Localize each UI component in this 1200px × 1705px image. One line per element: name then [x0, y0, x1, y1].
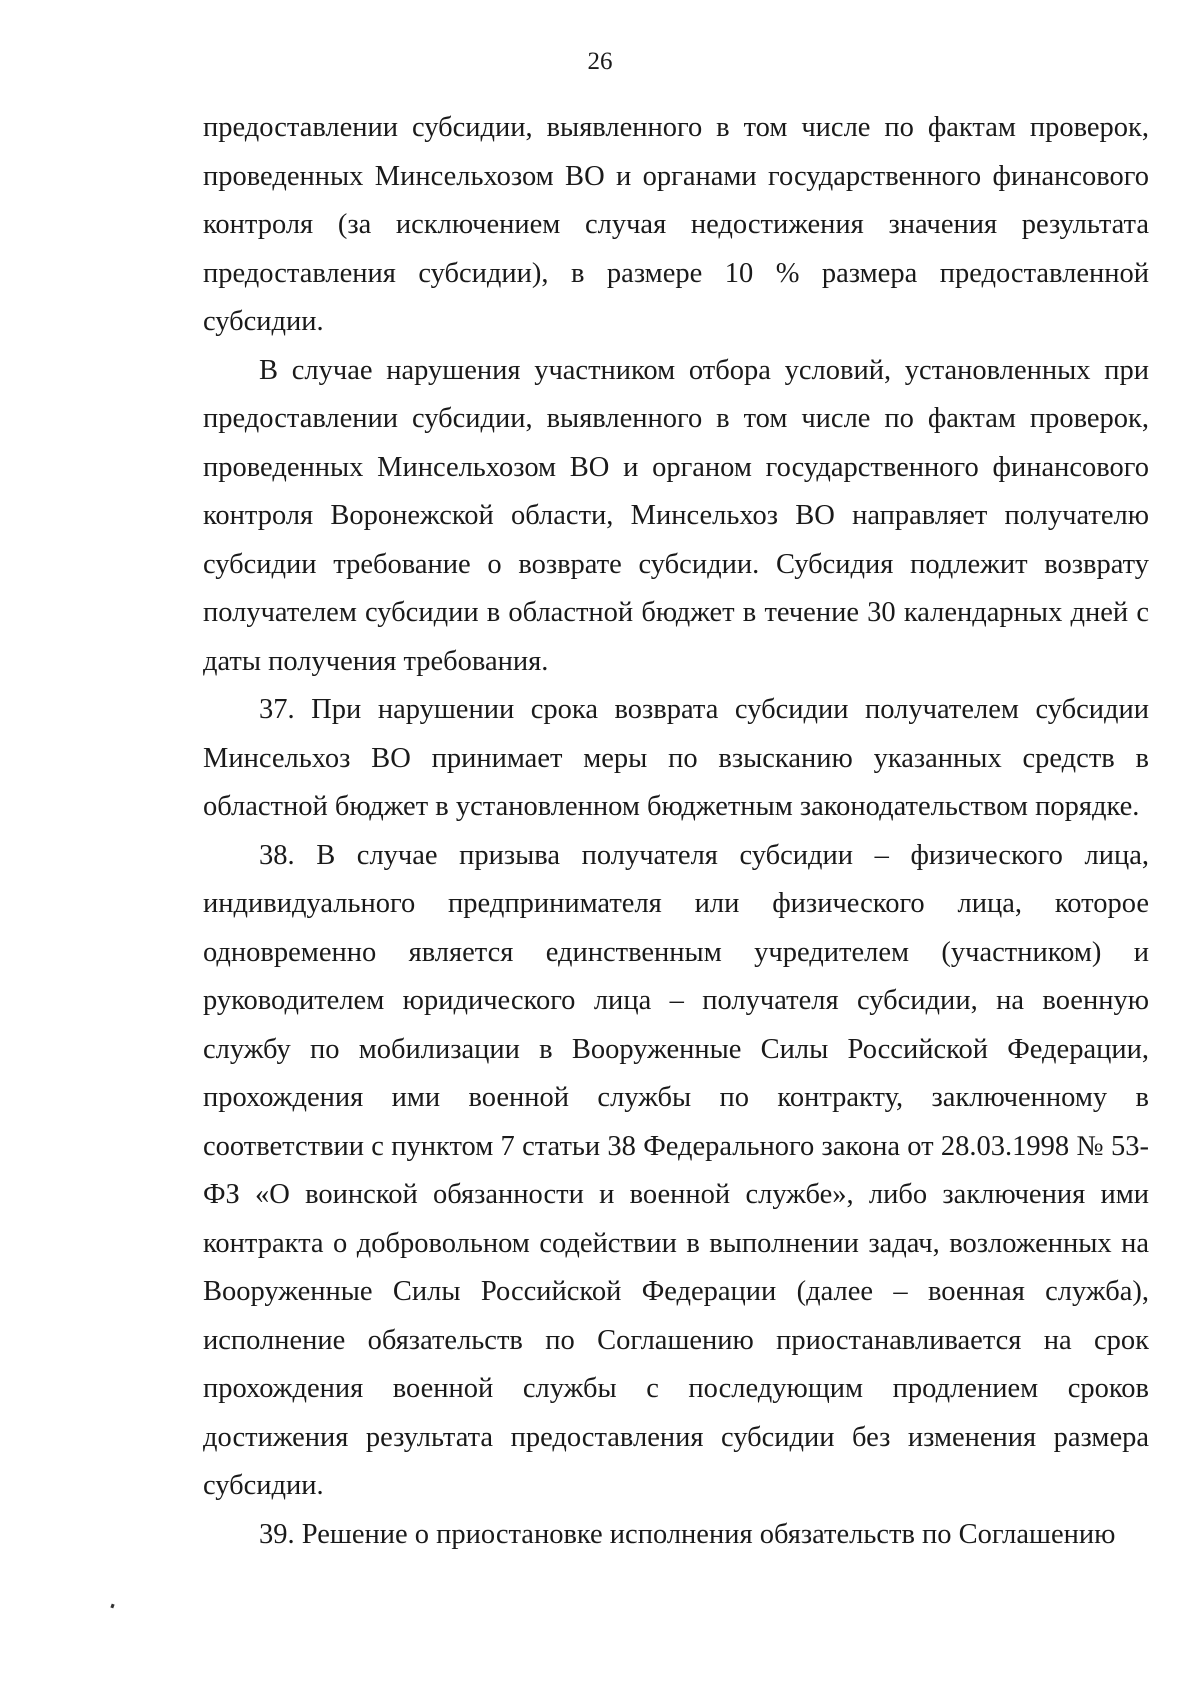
paragraph-39: 39. Решение о приостановке исполнения обязательств по Соглашению [259, 1518, 1116, 1550]
paragraph-continuation: предоставлении субсидии, выявленного в том числе по фактам проверок, проведенных Минсельхозом ВО и органами государственного финансового контроля (за исключением случая недостижения значения результата предоставления субсидии), в размере 10 % размера предоставленной субсидии. [203, 112, 1149, 337]
page-number: 26 [587, 48, 613, 75]
paragraph-violation-return: В случае нарушения участником отбора условий, установленных при предоставлении субсидии, выявленного в том числе по фактам проверок, проведенных Минсельхозом ВО и органом государственного финансового контроля Воронежской области, Минсельхоз ВО направляет получателю субсидии требование о возврате субсидии. Субсидия подлежит возврату получателем субсидии в областной бюджет в течение 30 календарных дней с даты получения требования. [203, 354, 1149, 677]
paragraph-38: 38. В случае призыва получателя субсидии – физического лица, индивидуального предпринимателя или физического лица, которое одновременно является единственным учредителем (участником) и руководителем юридического лица – получателя субсидии, на военную службу по мобилизации в Вооруженные Силы Российской Федерации, прохождения ими военной службы по контракту, заключенному в соответствии с пунктом 7 статьи 38 Федерального закона от 28.03.1998 № 53-ФЗ «О воинской обязанности и военной службе», либо заключения ими контракта о добровольном содействии в выполнении задач, возложенных на Вооруженные Силы Российской Федерации (далее – военная служба), исполнение обязательств по Соглашению приостанавливается на срок прохождения военной службы с последующим продлением сроков достижения результата предоставления субсидии без изменения размера субсидии. [203, 839, 1149, 1501]
document-body [203, 104, 1149, 1559]
scan-speck-mark [110, 1604, 114, 1609]
paragraph-37: 37. При нарушении срока возврата субсидии получателем субсидии Минсельхоз ВО принимает меры по взысканию указанных средств в областной бюджет в установленном бюджетным законодательством порядке. [203, 694, 1149, 822]
